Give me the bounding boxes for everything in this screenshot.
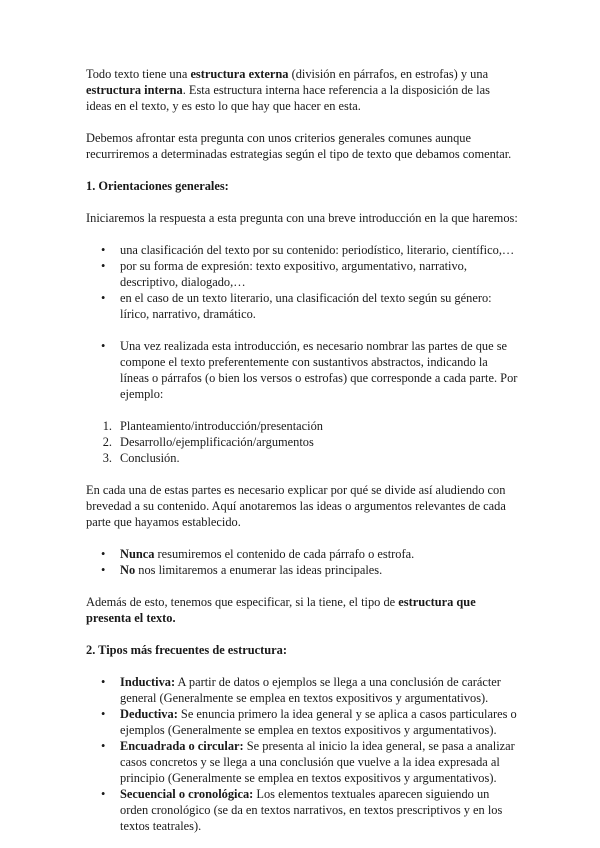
list-item [86, 738, 518, 786]
intro-paragraph-1 [86, 66, 518, 114]
parts-explanation-paragraph: En cada una de estas partes es necesario explicar por qué se divide así aludiendo con brevedad a su contenido. Aquí anotaremos las ideas o argumentos relevantes de cada parte que hayamos establecido. [86, 483, 506, 529]
list-item: • en el caso de un texto literario, una clasificación del texto según su género: lírico, narrativo, dramático. [86, 290, 518, 322]
list-item [86, 786, 518, 834]
closing-paragraph [86, 594, 518, 626]
section-2-heading: 2. Tipos más frecuentes de estructura: [86, 643, 287, 657]
numbered-item [86, 450, 518, 466]
intro-paragraph-2: Debemos afrontar esta pregunta con unos criterios generales comunes aunque recurriremos a determinadas estrategias según el tipo de texto que debamos comentar. [86, 131, 512, 161]
bold-term: Encuadrada o circular: [120, 739, 244, 753]
list-item: • una clasificación del texto por su contenido: periodístico, literario, científico,… [86, 242, 518, 258]
bold-term: No [120, 563, 136, 577]
item-text: A partir de datos o ejemplos se llega a una conclusión de carácter general (Generalmente se emplea en textos expositivos y argumentativos). [120, 675, 501, 705]
text-run: Además de esto, tenemos que especificar, si la tiene, el tipo de [86, 595, 399, 609]
item-text: Se enuncia primero la idea general y se aplica a casos particulares o ejemplos (Generalmente se emplea en textos expositivos y argumentativos). [120, 707, 517, 737]
text-run: Todo texto tiene una [86, 67, 191, 81]
item-number: 1. [102, 419, 112, 433]
parts-numbered-list [86, 418, 518, 466]
text-run: (división en párrafos, en estrofas) y una [288, 67, 489, 81]
item-text: Los elementos textuales aparecen siguiendo un orden cronológico (se da en textos narrativos, en textos prescriptivos y en los textos teatrales). [120, 787, 503, 833]
item-text: resumiremos el contenido de cada párrafo o estrofa. [154, 547, 415, 561]
section-1-heading: 1. Orientaciones generales: [86, 179, 229, 193]
numbered-item [86, 434, 518, 450]
item-text: nos limitaremos a enumerar las ideas principales. [135, 563, 383, 577]
item-text: Se presenta al inicio la idea general, se pasa a analizar casos concretos y se llega a una conclusión que vuelve a la idea expresada al principio (Generalmente se emplea en textos expositivos y argumentativos). [120, 739, 515, 785]
list-item [86, 562, 518, 578]
item-text: Conclusión. [120, 451, 180, 465]
bold-term: Secuencial o cronológica: [120, 787, 254, 801]
item-number: 3. [102, 451, 112, 465]
bold-term: Inductiva: [120, 675, 176, 689]
text-run: . Esta estructura interna hace referencia a la disposición de las ideas en el texto, y es esto lo que hay que hacer en esta. [86, 83, 490, 113]
bold-term: Nunca [120, 547, 155, 561]
classification-list [86, 242, 518, 322]
document-page [86, 66, 518, 834]
item-text: Planteamiento/introducción/presentación [120, 419, 324, 433]
list-item [86, 674, 518, 706]
list-item: • por su forma de expresión: texto expositivo, argumentativo, narrativo, descriptivo, dialogado,… [86, 258, 518, 290]
numbered-item [86, 418, 518, 434]
bold-term: Deductiva: [120, 707, 178, 721]
rules-list [86, 546, 518, 578]
bold-term: estructura que presenta el texto. [86, 595, 476, 625]
list-item [86, 706, 518, 738]
section-1-lead: Iniciaremos la respuesta a esta pregunta con una breve introducción en la que haremos: [86, 211, 518, 225]
bold-term-external: estructura externa [190, 67, 289, 81]
parts-bullet-list [86, 338, 518, 402]
list-item: • Una vez realizada esta introducción, es necesario nombrar las partes de que se compone el texto preferentemente con sustantivos abstractos, indicando la líneas o párrafos (o bien los versos o estrofas) que corresponde a cada parte. Por ejemplo: [86, 338, 518, 402]
item-number: 2. [102, 435, 112, 449]
list-item [86, 546, 518, 562]
bold-term-internal: estructura interna [86, 83, 183, 97]
item-text: Desarrollo/ejemplificación/argumentos [120, 435, 314, 449]
structure-types-list [86, 674, 518, 834]
